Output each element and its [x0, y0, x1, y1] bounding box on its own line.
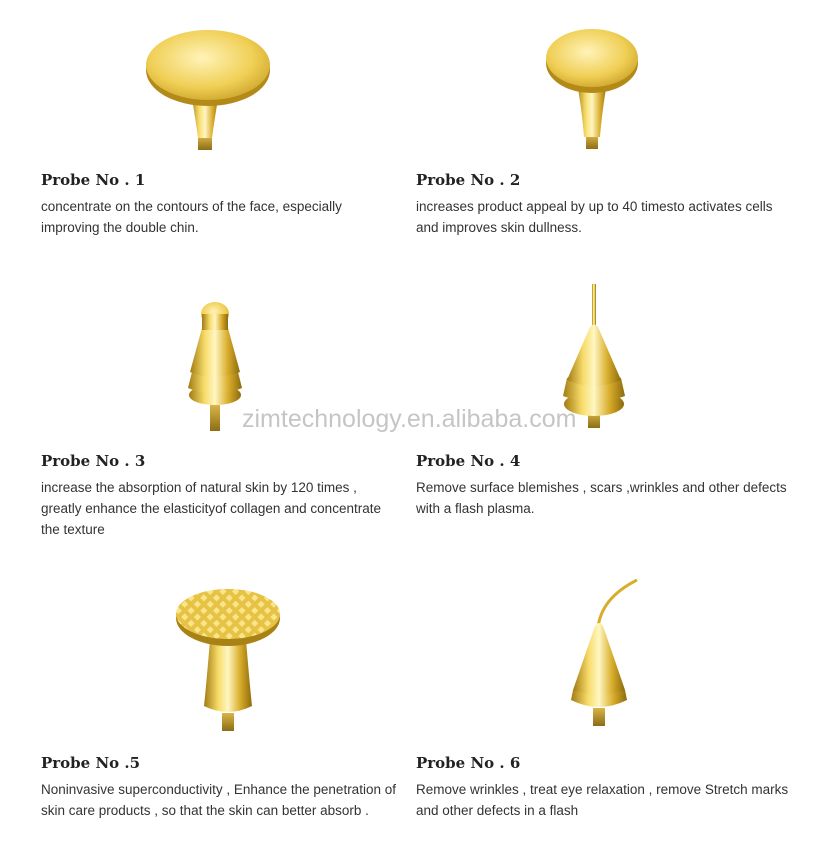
probe-4-title: Probe No . 4: [416, 452, 521, 470]
probe-2-title: Probe No . 2: [416, 171, 521, 189]
probe-4-description: Remove surface blemishes , scars ,wrinkles and other defects with a flash plasma.: [416, 480, 787, 516]
small-disc-probe-icon: [540, 15, 650, 155]
knob-probe-icon: [180, 300, 250, 435]
probe-1-title: Probe No . 1: [41, 171, 146, 189]
probe-5-title: Probe No .5: [41, 754, 141, 772]
probe-3-description: increase the absorption of natural skin by 120 times , greatly enhance the elasticityof collagen and concentrate the texture: [41, 480, 381, 537]
probe-2-description: increases product appeal by up to 40 timesto activates cells and improves skin dullness.: [416, 199, 773, 235]
probe-3-title: Probe No . 3: [41, 452, 146, 470]
probe-6-title: Probe No . 6: [416, 754, 521, 772]
probe-1-description: concentrate on the contours of the face, especially improving the double chin.: [41, 199, 342, 235]
bent-needle-probe-icon: [565, 578, 645, 733]
flat-disc-probe-icon: [140, 10, 285, 155]
watermark-text: zimtechnology.en.alibaba.com: [242, 405, 577, 433]
probe-5-description: Noninvasive superconductivity , Enhance the penetration of skin care products , so that the skin can better absorb .: [41, 782, 396, 818]
textured-disc-probe-icon: [172, 588, 284, 738]
probe-6-description: Remove wrinkles , treat eye relaxation , remove Stretch marks and other defects in a flash: [416, 782, 789, 818]
